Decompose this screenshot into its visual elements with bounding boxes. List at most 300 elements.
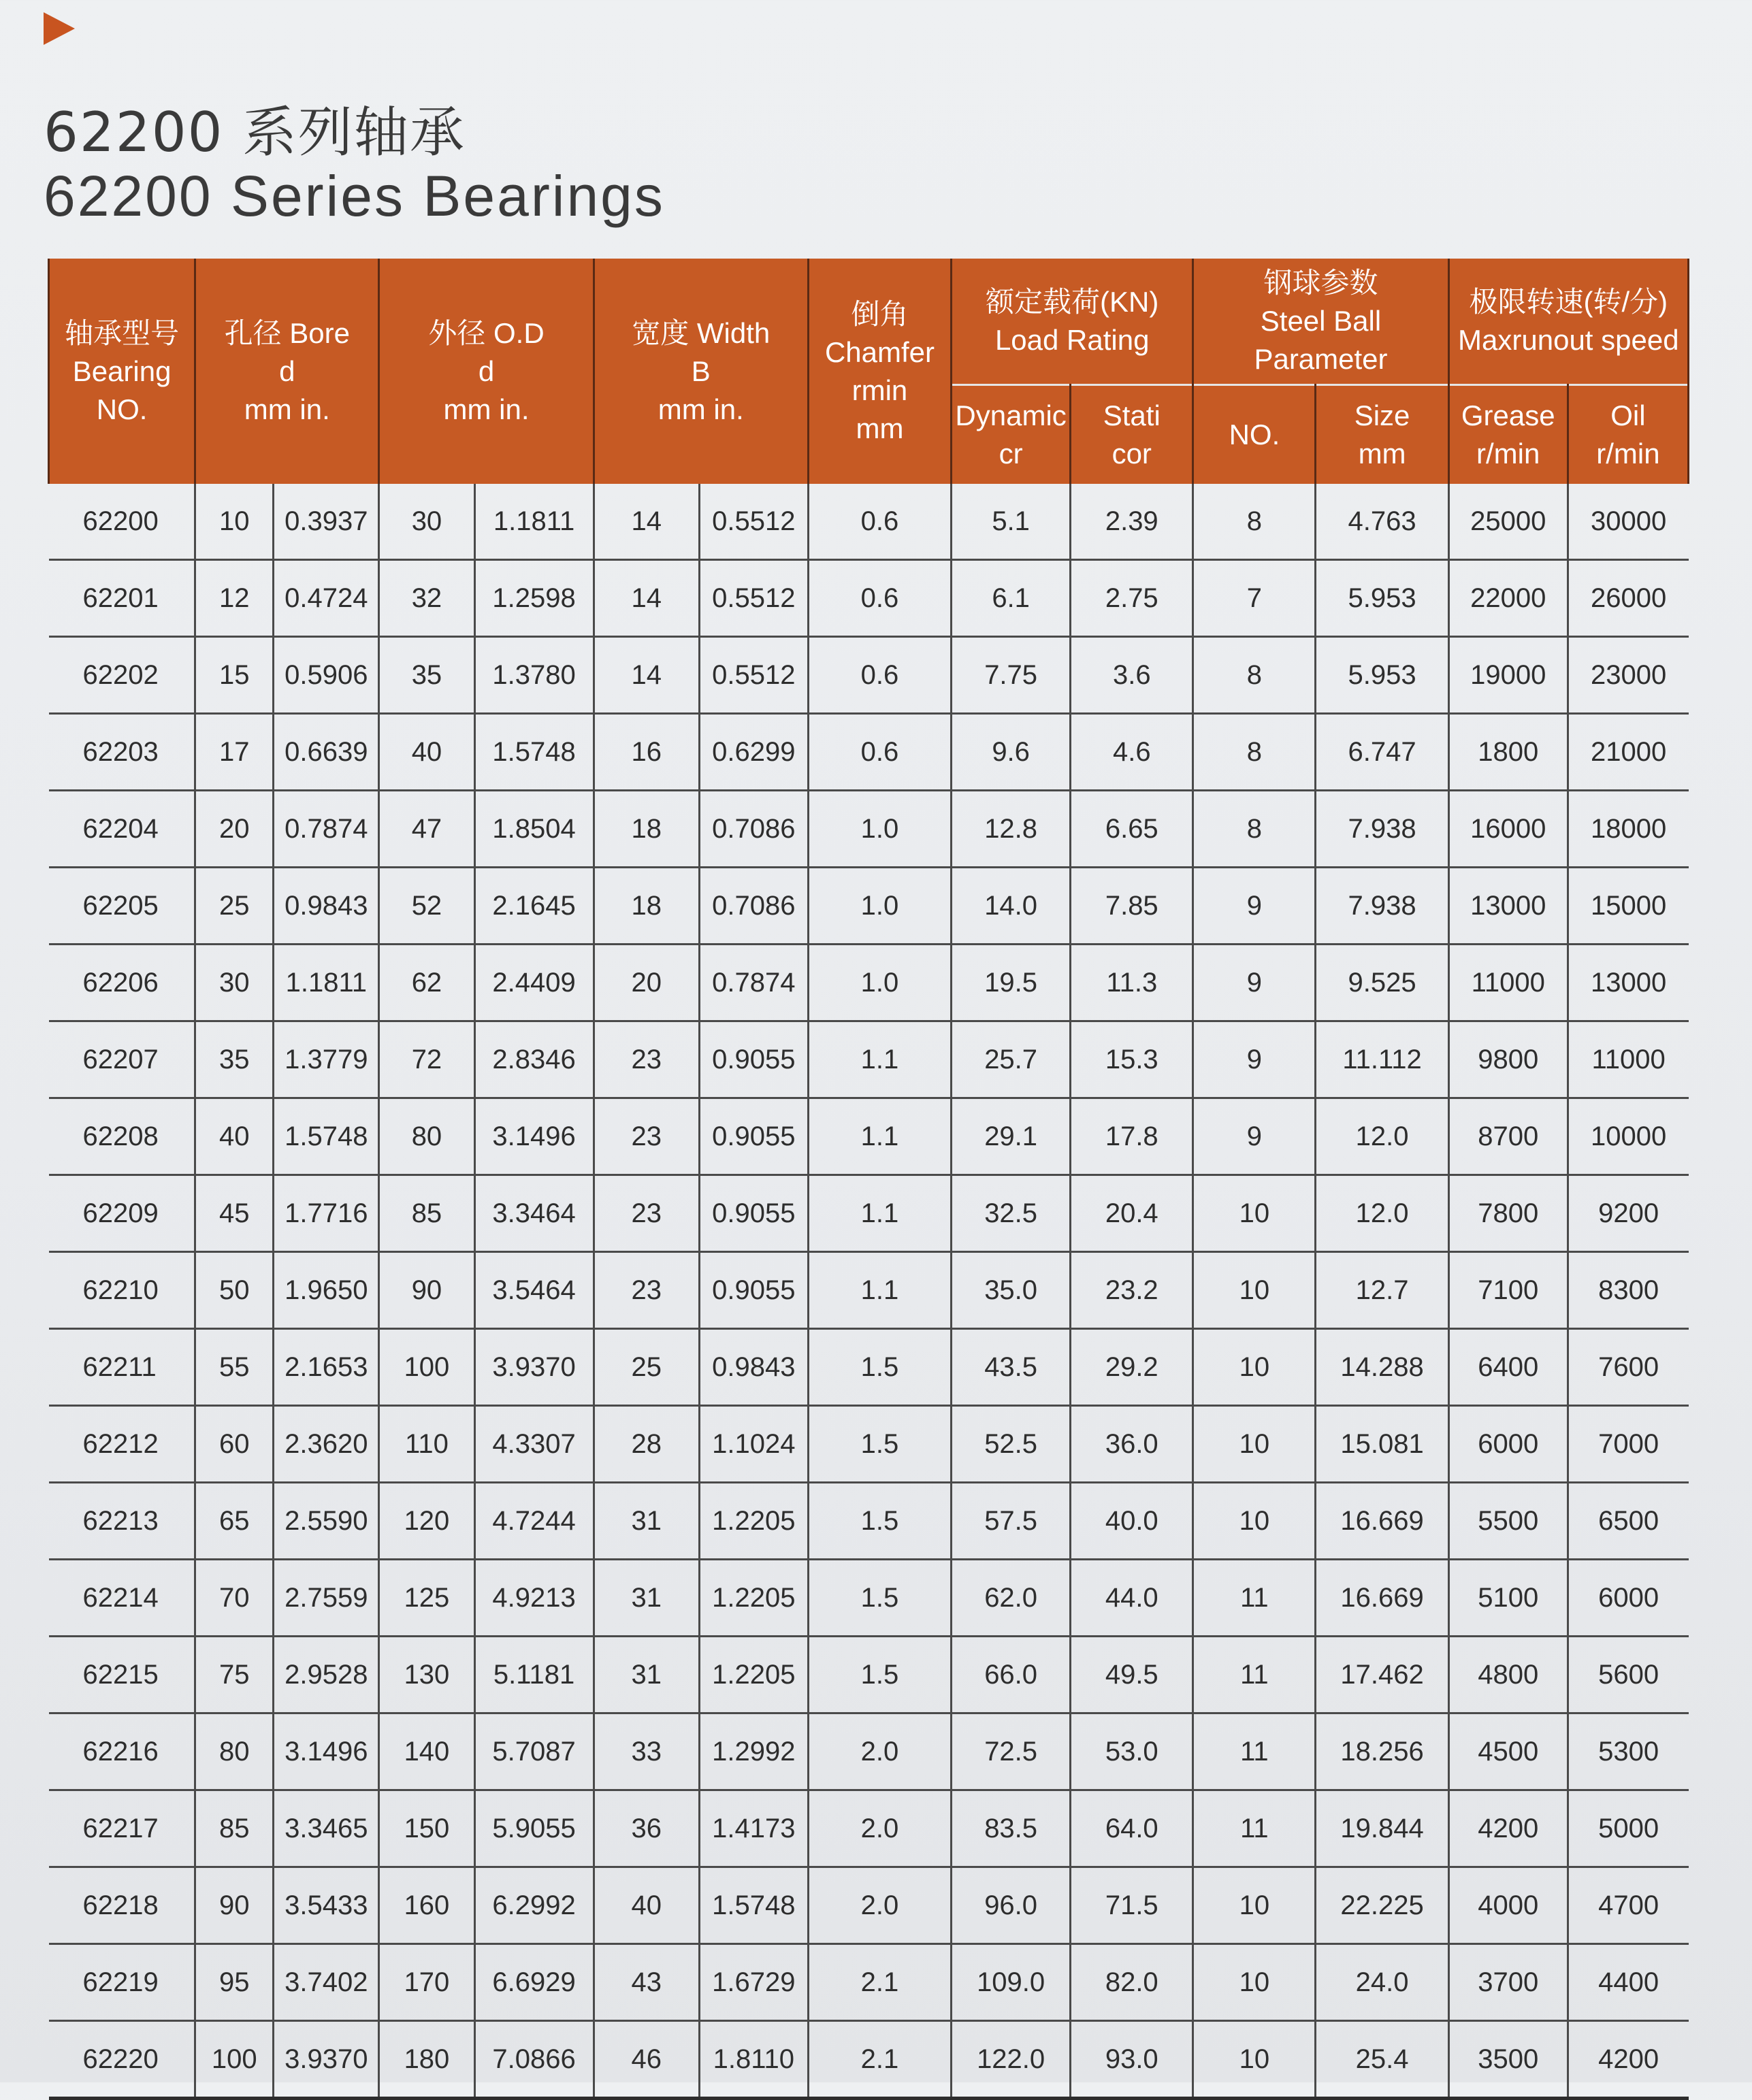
- cell-ball-size: 11.112: [1316, 1021, 1448, 1098]
- cell-od-in: 1.5748: [474, 714, 594, 791]
- cell-dynamic-cr: 57.5: [952, 1483, 1071, 1560]
- table-row: [49, 945, 1689, 1021]
- table-row: [49, 1713, 1689, 1790]
- cell-bore-in: 1.3779: [274, 1021, 379, 1098]
- cell-ball-size: 17.462: [1316, 1637, 1448, 1713]
- cell-bore-in: 3.1496: [274, 1713, 379, 1790]
- cell-oil-speed: 7600: [1568, 1329, 1688, 1406]
- cell-width-in: 0.5512: [699, 484, 808, 560]
- table-row: [49, 637, 1689, 714]
- cell-chamfer: 1.5: [808, 1483, 951, 1560]
- cell-static-cor: 49.5: [1071, 1637, 1193, 1713]
- header-max-speed: 极限转速(转/分) Maxrunout speed: [1448, 259, 1688, 385]
- cell-bore-mm: 45: [195, 1175, 274, 1252]
- cell-ball-size: 5.953: [1316, 637, 1448, 714]
- cell-width-mm: 14: [594, 484, 699, 560]
- cell-od-mm: 130: [379, 1637, 474, 1713]
- cell-ball-no: 8: [1193, 637, 1316, 714]
- cell-grease-speed: 7100: [1448, 1252, 1568, 1329]
- cell-bearing-no: 62204: [49, 791, 195, 868]
- cell-od-mm: 125: [379, 1560, 474, 1637]
- cell-chamfer: 1.0: [808, 868, 951, 945]
- cell-bore-in: 0.3937: [274, 484, 379, 560]
- cell-width-mm: 20: [594, 945, 699, 1021]
- cell-width-mm: 31: [594, 1483, 699, 1560]
- cell-bore-in: 0.5906: [274, 637, 379, 714]
- title-chinese: 62200 系列轴承: [44, 101, 466, 164]
- cell-ball-size: 22.225: [1316, 1867, 1448, 1944]
- cell-bearing-no: 62219: [49, 1944, 195, 2021]
- cell-oil-speed: 8300: [1568, 1252, 1688, 1329]
- cell-grease-speed: 6000: [1448, 1406, 1568, 1483]
- cell-bore-mm: 20: [195, 791, 274, 868]
- cell-width-in: 1.2205: [699, 1483, 808, 1560]
- cell-ball-size: 12.0: [1316, 1098, 1448, 1175]
- header-ball-no: NO.: [1193, 385, 1316, 485]
- cell-oil-speed: 5600: [1568, 1637, 1688, 1713]
- cell-width-mm: 23: [594, 1098, 699, 1175]
- cell-bore-in: 3.9370: [274, 2021, 379, 2099]
- cell-grease-speed: 19000: [1448, 637, 1568, 714]
- cell-grease-speed: 13000: [1448, 868, 1568, 945]
- cell-width-mm: 16: [594, 714, 699, 791]
- cell-chamfer: 1.1: [808, 1021, 951, 1098]
- header-grease: Grease r/min: [1448, 385, 1568, 485]
- cell-grease-speed: 9800: [1448, 1021, 1568, 1098]
- cell-bore-mm: 80: [195, 1713, 274, 1790]
- cell-dynamic-cr: 6.1: [952, 560, 1071, 637]
- cell-od-in: 4.7244: [474, 1483, 594, 1560]
- cell-grease-speed: 4500: [1448, 1713, 1568, 1790]
- cell-bore-mm: 10: [195, 484, 274, 560]
- cell-bore-in: 2.9528: [274, 1637, 379, 1713]
- cell-chamfer: 1.5: [808, 1406, 951, 1483]
- cell-dynamic-cr: 14.0: [952, 868, 1071, 945]
- cell-chamfer: 0.6: [808, 484, 951, 560]
- section-arrow-icon: [44, 12, 75, 45]
- page-title: [44, 102, 665, 229]
- cell-width-in: 1.1024: [699, 1406, 808, 1483]
- cell-dynamic-cr: 7.75: [952, 637, 1071, 714]
- cell-od-in: 2.4409: [474, 945, 594, 1021]
- cell-bearing-no: 62220: [49, 2021, 195, 2099]
- table-row: [49, 1637, 1689, 1713]
- cell-static-cor: 2.39: [1071, 484, 1193, 560]
- cell-ball-no: 11: [1193, 1713, 1316, 1790]
- cell-static-cor: 93.0: [1071, 2021, 1193, 2099]
- cell-bore-in: 0.6639: [274, 714, 379, 791]
- cell-bearing-no: 62200: [49, 484, 195, 560]
- cell-width-in: 1.2992: [699, 1713, 808, 1790]
- cell-ball-size: 12.0: [1316, 1175, 1448, 1252]
- cell-ball-no: 8: [1193, 791, 1316, 868]
- cell-od-mm: 170: [379, 1944, 474, 2021]
- cell-bore-in: 1.9650: [274, 1252, 379, 1329]
- cell-od-mm: 72: [379, 1021, 474, 1098]
- cell-ball-size: 4.763: [1316, 484, 1448, 560]
- cell-bearing-no: 62201: [49, 560, 195, 637]
- cell-ball-no: 8: [1193, 714, 1316, 791]
- cell-od-in: 4.3307: [474, 1406, 594, 1483]
- cell-od-mm: 120: [379, 1483, 474, 1560]
- cell-bearing-no: 62208: [49, 1098, 195, 1175]
- cell-chamfer: 2.1: [808, 1944, 951, 2021]
- cell-bore-in: 3.3465: [274, 1790, 379, 1867]
- cell-ball-size: 16.669: [1316, 1483, 1448, 1560]
- cell-od-mm: 100: [379, 1329, 474, 1406]
- cell-width-in: 0.6299: [699, 714, 808, 791]
- cell-ball-no: 10: [1193, 1867, 1316, 1944]
- cell-grease-speed: 11000: [1448, 945, 1568, 1021]
- header-outer-diameter: 外径 O.D d mm in.: [379, 259, 594, 484]
- cell-static-cor: 44.0: [1071, 1560, 1193, 1637]
- cell-od-in: 1.1811: [474, 484, 594, 560]
- cell-bore-mm: 100: [195, 2021, 274, 2099]
- header-width: 宽度 Width B mm in.: [594, 259, 808, 484]
- cell-bore-in: 2.3620: [274, 1406, 379, 1483]
- cell-oil-speed: 10000: [1568, 1098, 1688, 1175]
- cell-od-in: 3.9370: [474, 1329, 594, 1406]
- cell-chamfer: 2.0: [808, 1790, 951, 1867]
- table-row: [49, 1098, 1689, 1175]
- cell-bearing-no: 62211: [49, 1329, 195, 1406]
- cell-ball-no: 10: [1193, 2021, 1316, 2099]
- cell-ball-size: 5.953: [1316, 560, 1448, 637]
- cell-bore-mm: 40: [195, 1098, 274, 1175]
- cell-bore-mm: 70: [195, 1560, 274, 1637]
- cell-dynamic-cr: 29.1: [952, 1098, 1071, 1175]
- cell-static-cor: 82.0: [1071, 1944, 1193, 2021]
- cell-ball-size: 18.256: [1316, 1713, 1448, 1790]
- cell-bearing-no: 62216: [49, 1713, 195, 1790]
- cell-width-mm: 25: [594, 1329, 699, 1406]
- cell-oil-speed: 6500: [1568, 1483, 1688, 1560]
- cell-width-mm: 31: [594, 1560, 699, 1637]
- cell-chamfer: 1.5: [808, 1329, 951, 1406]
- cell-bearing-no: 62203: [49, 714, 195, 791]
- title-english: 62200 Series Bearings: [44, 164, 665, 228]
- cell-bore-in: 0.7874: [274, 791, 379, 868]
- cell-width-in: 0.9055: [699, 1021, 808, 1098]
- cell-dynamic-cr: 62.0: [952, 1560, 1071, 1637]
- cell-width-in: 0.9055: [699, 1252, 808, 1329]
- cell-width-mm: 14: [594, 560, 699, 637]
- cell-od-in: 5.7087: [474, 1713, 594, 1790]
- cell-width-in: 1.2205: [699, 1560, 808, 1637]
- cell-bore-mm: 35: [195, 1021, 274, 1098]
- cell-ball-no: 11: [1193, 1790, 1316, 1867]
- cell-grease-speed: 5100: [1448, 1560, 1568, 1637]
- cell-od-mm: 52: [379, 868, 474, 945]
- cell-grease-speed: 8700: [1448, 1098, 1568, 1175]
- cell-chamfer: 1.1: [808, 1252, 951, 1329]
- cell-dynamic-cr: 66.0: [952, 1637, 1071, 1713]
- cell-bore-in: 2.5590: [274, 1483, 379, 1560]
- cell-bearing-no: 62202: [49, 637, 195, 714]
- cell-bearing-no: 62215: [49, 1637, 195, 1713]
- table-row: [49, 560, 1689, 637]
- cell-od-in: 3.5464: [474, 1252, 594, 1329]
- cell-od-in: 3.3464: [474, 1175, 594, 1252]
- cell-bearing-no: 62205: [49, 868, 195, 945]
- header-ball-size: Size mm: [1316, 385, 1448, 485]
- cell-bore-mm: 65: [195, 1483, 274, 1560]
- cell-chamfer: 2.1: [808, 2021, 951, 2099]
- cell-oil-speed: 4200: [1568, 2021, 1688, 2099]
- cell-bore-in: 0.9843: [274, 868, 379, 945]
- cell-bore-mm: 12: [195, 560, 274, 637]
- cell-grease-speed: 7800: [1448, 1175, 1568, 1252]
- cell-od-mm: 40: [379, 714, 474, 791]
- cell-od-mm: 90: [379, 1252, 474, 1329]
- table-row: [49, 1329, 1689, 1406]
- cell-dynamic-cr: 25.7: [952, 1021, 1071, 1098]
- cell-grease-speed: 5500: [1448, 1483, 1568, 1560]
- cell-od-mm: 35: [379, 637, 474, 714]
- cell-width-in: 1.6729: [699, 1944, 808, 2021]
- table-row: [49, 2021, 1689, 2099]
- header-bore: 孔径 Bore d mm in.: [195, 259, 379, 484]
- cell-chamfer: 2.0: [808, 1713, 951, 1790]
- cell-od-mm: 160: [379, 1867, 474, 1944]
- header-static-cor: Stati cor: [1071, 385, 1193, 485]
- cell-oil-speed: 5300: [1568, 1713, 1688, 1790]
- cell-bearing-no: 62213: [49, 1483, 195, 1560]
- header-chamfer: 倒角 Chamfer rmin mm: [808, 259, 951, 484]
- cell-od-in: 1.3780: [474, 637, 594, 714]
- table-row: [49, 1406, 1689, 1483]
- cell-od-in: 5.9055: [474, 1790, 594, 1867]
- table-row: [49, 1252, 1689, 1329]
- header-steel-ball: 钢球参数 Steel Ball Parameter: [1193, 259, 1448, 385]
- cell-od-mm: 47: [379, 791, 474, 868]
- cell-od-mm: 110: [379, 1406, 474, 1483]
- cell-dynamic-cr: 12.8: [952, 791, 1071, 868]
- cell-width-mm: 28: [594, 1406, 699, 1483]
- cell-chamfer: 0.6: [808, 637, 951, 714]
- cell-ball-size: 12.7: [1316, 1252, 1448, 1329]
- table-row: [49, 1483, 1689, 1560]
- cell-static-cor: 17.8: [1071, 1098, 1193, 1175]
- cell-bore-in: 3.7402: [274, 1944, 379, 2021]
- cell-dynamic-cr: 96.0: [952, 1867, 1071, 1944]
- cell-chamfer: 1.0: [808, 945, 951, 1021]
- cell-dynamic-cr: 52.5: [952, 1406, 1071, 1483]
- table-row: [49, 714, 1689, 791]
- cell-width-in: 0.9843: [699, 1329, 808, 1406]
- cell-width-mm: 31: [594, 1637, 699, 1713]
- cell-ball-no: 7: [1193, 560, 1316, 637]
- cell-dynamic-cr: 32.5: [952, 1175, 1071, 1252]
- cell-ball-no: 8: [1193, 484, 1316, 560]
- cell-oil-speed: 30000: [1568, 484, 1688, 560]
- table-header: [49, 259, 1689, 484]
- cell-bearing-no: 62209: [49, 1175, 195, 1252]
- cell-grease-speed: 22000: [1448, 560, 1568, 637]
- cell-dynamic-cr: 83.5: [952, 1790, 1071, 1867]
- cell-static-cor: 53.0: [1071, 1713, 1193, 1790]
- cell-chamfer: 1.5: [808, 1637, 951, 1713]
- cell-ball-size: 19.844: [1316, 1790, 1448, 1867]
- cell-od-mm: 32: [379, 560, 474, 637]
- cell-od-mm: 62: [379, 945, 474, 1021]
- cell-width-mm: 46: [594, 2021, 699, 2099]
- cell-grease-speed: 1800: [1448, 714, 1568, 791]
- cell-bearing-no: 62214: [49, 1560, 195, 1637]
- cell-dynamic-cr: 122.0: [952, 2021, 1071, 2099]
- cell-bore-in: 1.5748: [274, 1098, 379, 1175]
- cell-oil-speed: 13000: [1568, 945, 1688, 1021]
- table-row: [49, 1944, 1689, 2021]
- cell-chamfer: 1.5: [808, 1560, 951, 1637]
- cell-oil-speed: 7000: [1568, 1406, 1688, 1483]
- cell-width-in: 1.8110: [699, 2021, 808, 2099]
- cell-bore-in: 1.7716: [274, 1175, 379, 1252]
- cell-ball-size: 14.288: [1316, 1329, 1448, 1406]
- cell-static-cor: 6.65: [1071, 791, 1193, 868]
- cell-oil-speed: 11000: [1568, 1021, 1688, 1098]
- cell-bore-in: 0.4724: [274, 560, 379, 637]
- cell-ball-size: 7.938: [1316, 791, 1448, 868]
- cell-od-in: 6.6929: [474, 1944, 594, 2021]
- cell-static-cor: 29.2: [1071, 1329, 1193, 1406]
- cell-ball-no: 10: [1193, 1329, 1316, 1406]
- cell-bore-in: 1.1811: [274, 945, 379, 1021]
- cell-width-mm: 14: [594, 637, 699, 714]
- cell-static-cor: 71.5: [1071, 1867, 1193, 1944]
- cell-width-mm: 23: [594, 1252, 699, 1329]
- cell-ball-size: 24.0: [1316, 1944, 1448, 2021]
- cell-od-mm: 30: [379, 484, 474, 560]
- cell-bearing-no: 62207: [49, 1021, 195, 1098]
- cell-od-mm: 80: [379, 1098, 474, 1175]
- cell-ball-no: 9: [1193, 868, 1316, 945]
- cell-bearing-no: 62212: [49, 1406, 195, 1483]
- cell-ball-size: 25.4: [1316, 2021, 1448, 2099]
- cell-bore-mm: 50: [195, 1252, 274, 1329]
- cell-od-mm: 150: [379, 1790, 474, 1867]
- cell-od-in: 2.1645: [474, 868, 594, 945]
- cell-oil-speed: 21000: [1568, 714, 1688, 791]
- cell-ball-size: 15.081: [1316, 1406, 1448, 1483]
- table-row: [49, 1560, 1689, 1637]
- bearing-spec-table: [48, 259, 1689, 2100]
- cell-width-mm: 36: [594, 1790, 699, 1867]
- cell-od-in: 2.8346: [474, 1021, 594, 1098]
- cell-bore-mm: 95: [195, 1944, 274, 2021]
- cell-width-in: 0.7086: [699, 791, 808, 868]
- cell-grease-speed: 16000: [1448, 791, 1568, 868]
- cell-width-in: 1.5748: [699, 1867, 808, 1944]
- cell-od-in: 4.9213: [474, 1560, 594, 1637]
- cell-bore-in: 3.5433: [274, 1867, 379, 1944]
- cell-grease-speed: 3700: [1448, 1944, 1568, 2021]
- cell-width-in: 1.2205: [699, 1637, 808, 1713]
- cell-bore-mm: 85: [195, 1790, 274, 1867]
- cell-dynamic-cr: 5.1: [952, 484, 1071, 560]
- cell-ball-no: 10: [1193, 1175, 1316, 1252]
- cell-ball-size: 16.669: [1316, 1560, 1448, 1637]
- cell-dynamic-cr: 72.5: [952, 1713, 1071, 1790]
- cell-width-in: 0.9055: [699, 1175, 808, 1252]
- cell-chamfer: 1.1: [808, 1098, 951, 1175]
- header-load-rating: 额定载荷(KN) Load Rating: [952, 259, 1193, 385]
- cell-ball-size: 6.747: [1316, 714, 1448, 791]
- cell-oil-speed: 4400: [1568, 1944, 1688, 2021]
- cell-od-in: 5.1181: [474, 1637, 594, 1713]
- cell-dynamic-cr: 109.0: [952, 1944, 1071, 2021]
- cell-grease-speed: 4800: [1448, 1637, 1568, 1713]
- cell-bore-mm: 30: [195, 945, 274, 1021]
- cell-static-cor: 4.6: [1071, 714, 1193, 791]
- cell-ball-no: 11: [1193, 1560, 1316, 1637]
- cell-ball-no: 10: [1193, 1406, 1316, 1483]
- cell-bore-mm: 25: [195, 868, 274, 945]
- bearing-spec-table-wrapper: [48, 259, 1689, 2100]
- cell-ball-size: 7.938: [1316, 868, 1448, 945]
- cell-static-cor: 20.4: [1071, 1175, 1193, 1252]
- header-dynamic-cr: Dynamic cr: [952, 385, 1071, 485]
- cell-width-in: 0.5512: [699, 637, 808, 714]
- cell-bore-mm: 17: [195, 714, 274, 791]
- cell-static-cor: 40.0: [1071, 1483, 1193, 1560]
- cell-width-in: 0.9055: [699, 1098, 808, 1175]
- table-row: [49, 791, 1689, 868]
- table-row: [49, 1175, 1689, 1252]
- cell-bore-mm: 75: [195, 1637, 274, 1713]
- cell-bore-mm: 55: [195, 1329, 274, 1406]
- cell-od-in: 1.2598: [474, 560, 594, 637]
- table-row: [49, 1867, 1689, 1944]
- cell-bore-in: 2.7559: [274, 1560, 379, 1637]
- cell-ball-no: 9: [1193, 945, 1316, 1021]
- cell-static-cor: 15.3: [1071, 1021, 1193, 1098]
- cell-width-in: 0.5512: [699, 560, 808, 637]
- cell-static-cor: 36.0: [1071, 1406, 1193, 1483]
- cell-bore-in: 2.1653: [274, 1329, 379, 1406]
- cell-width-mm: 43: [594, 1944, 699, 2021]
- cell-od-in: 3.1496: [474, 1098, 594, 1175]
- cell-width-in: 0.7874: [699, 945, 808, 1021]
- cell-oil-speed: 15000: [1568, 868, 1688, 945]
- cell-grease-speed: 4000: [1448, 1867, 1568, 1944]
- cell-dynamic-cr: 9.6: [952, 714, 1071, 791]
- cell-width-mm: 23: [594, 1021, 699, 1098]
- cell-oil-speed: 23000: [1568, 637, 1688, 714]
- cell-ball-no: 10: [1193, 1483, 1316, 1560]
- cell-od-mm: 85: [379, 1175, 474, 1252]
- cell-grease-speed: 25000: [1448, 484, 1568, 560]
- table-body: [49, 484, 1689, 2099]
- cell-od-in: 7.0866: [474, 2021, 594, 2099]
- cell-oil-speed: 26000: [1568, 560, 1688, 637]
- cell-bearing-no: 62218: [49, 1867, 195, 1944]
- cell-od-mm: 180: [379, 2021, 474, 2099]
- cell-oil-speed: 18000: [1568, 791, 1688, 868]
- cell-chamfer: 2.0: [808, 1867, 951, 1944]
- cell-width-in: 1.4173: [699, 1790, 808, 1867]
- cell-width-in: 0.7086: [699, 868, 808, 945]
- cell-static-cor: 23.2: [1071, 1252, 1193, 1329]
- cell-bearing-no: 62206: [49, 945, 195, 1021]
- cell-oil-speed: 9200: [1568, 1175, 1688, 1252]
- cell-oil-speed: 4700: [1568, 1867, 1688, 1944]
- cell-static-cor: 2.75: [1071, 560, 1193, 637]
- cell-chamfer: 1.0: [808, 791, 951, 868]
- cell-static-cor: 3.6: [1071, 637, 1193, 714]
- table-row: [49, 868, 1689, 945]
- cell-bearing-no: 62210: [49, 1252, 195, 1329]
